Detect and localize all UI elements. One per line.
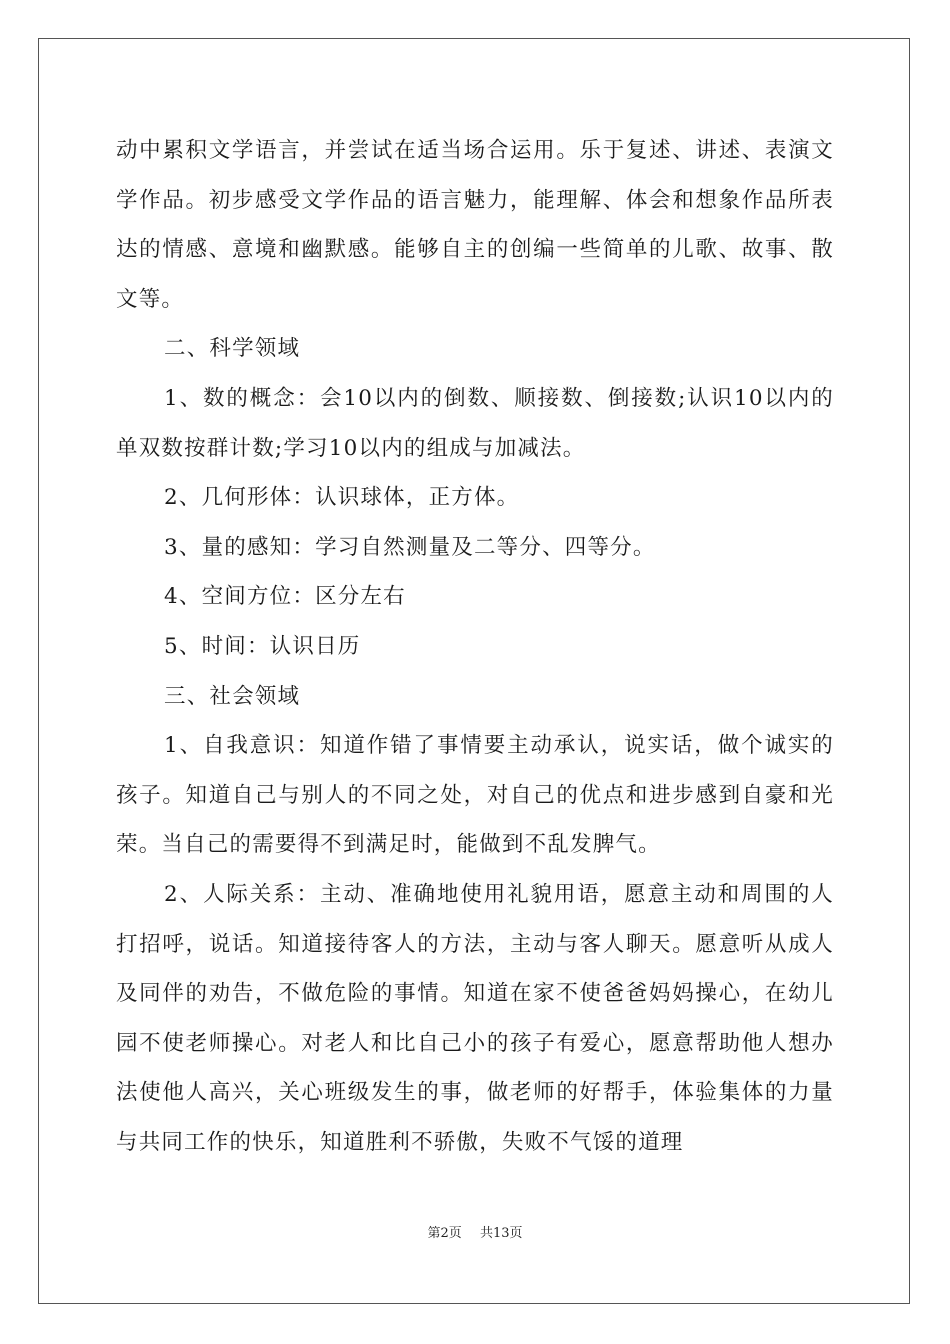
paragraph-time: 5、时间：认识日历: [164, 633, 361, 659]
paragraph-spatial-orientation: 4、空间方位：区分左右: [164, 584, 406, 610]
paragraph-number-concept: 1、数的概念：会10以内的倒数、顺接数、倒接数;认识10以内的单双数按群计数;学习10以内的组成与加减法。: [116, 385, 834, 461]
page-total: 共13页: [479, 1226, 523, 1241]
page-number: 第2页: [427, 1226, 462, 1241]
paragraph-self-awareness: 1、自我意识：知道作错了事情要主动承认，说实话，做个诚实的孩子。知道自己与别人的不同之处，对自己的优点和进步感到自豪和光荣。当自己的需要得不到满足时，能做到不乱发脾气。: [116, 733, 834, 858]
page-footer: [0, 1222, 950, 1241]
heading-science-domain: 二、科学领域: [164, 336, 301, 362]
heading-social-domain: 三、社会领域: [164, 683, 301, 709]
paragraph-interpersonal: 2、人际关系：主动、准确地使用礼貌用语，愿意主动和周围的人打招呼，说话。知道接待客人的方法，主动与客人聊天。愿意听从成人及同伴的劝告，不做危险的事情。知道在家不使爸爸妈妈操心，在幼儿园不使老师操心。对老人和比自己小的孩子有爱心，愿意帮助他人想办法使他人高兴，关心班级发生的事，做老师的好帮手，体验集体的力量与共同工作的快乐，知道胜利不骄傲，失败不气馁的道理: [116, 881, 834, 1155]
paragraph-geometry: 2、几何形体：认识球体，正方体。: [164, 485, 520, 511]
paragraph-measurement: 3、量的感知：学习自然测量及二等分、四等分。: [164, 534, 656, 560]
paragraph-literature-continued: 动中累积文学语言，并尝试在适当场合运用。乐于复述、讲述、表演文学作品。初步感受文学作品的语言魅力，能理解、体会和想象作品所表达的情感、意境和幽默感。能够自主的创编一些简单的儿歌、故事、散文等。: [116, 138, 834, 312]
document-body: [116, 126, 834, 1167]
